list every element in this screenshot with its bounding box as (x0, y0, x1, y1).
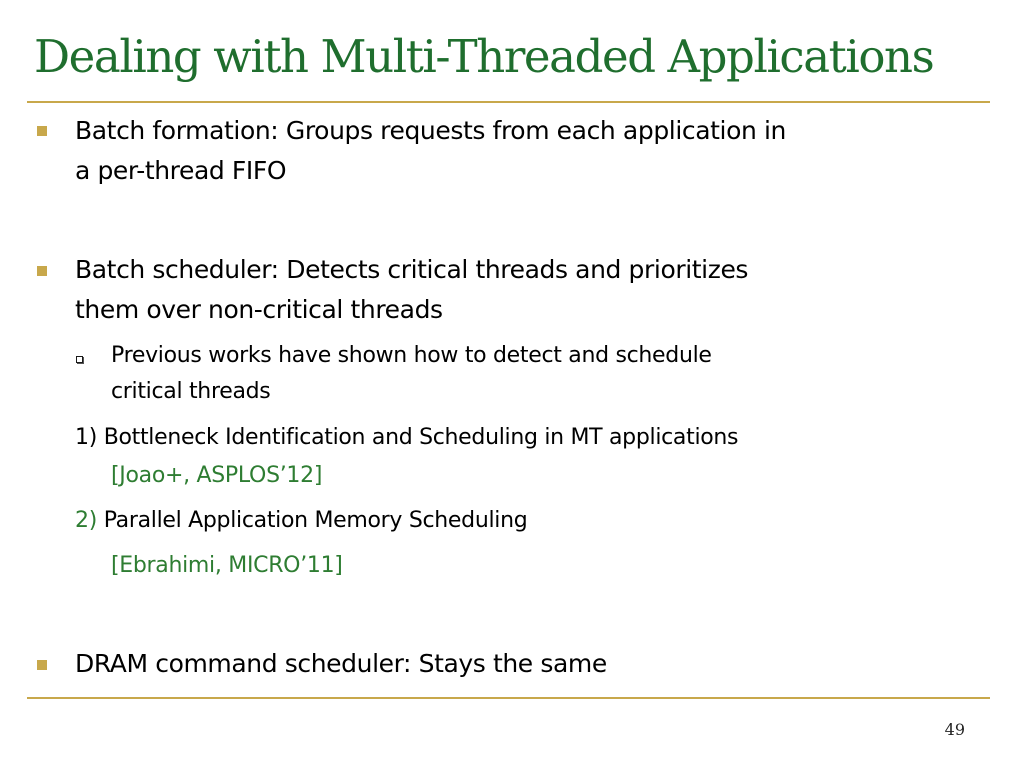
reference-1-number: 1) (75, 425, 97, 450)
reference-2-number: 2) (75, 508, 97, 533)
bullet-square-icon (37, 266, 47, 276)
slide-title: Dealing with Multi-Threaded Applications (34, 30, 934, 83)
reference-1-text: Bottleneck Identification and Scheduling in MT applications (103, 425, 739, 450)
bullet-3-line-1: DRAM command scheduler: Stays the same (75, 649, 607, 678)
sub-bullet-line-2: critical threads (111, 379, 271, 404)
title-divider (27, 101, 990, 103)
bullet-1-line-1: Batch formation: Groups requests from each application in (75, 116, 786, 145)
footer-divider (27, 697, 990, 699)
reference-1 (75, 420, 738, 456)
page-number: 49 (944, 720, 965, 739)
reference-2-citation: [Ebrahimi, MICRO’11] (111, 553, 343, 578)
reference-2-text: Parallel Application Memory Scheduling (103, 508, 528, 533)
sub-bullet-square-icon (76, 356, 83, 363)
reference-1-citation: [Joao+, ASPLOS’12] (111, 463, 323, 488)
bullet-2-line-1: Batch scheduler: Detects critical threads and prioritizes (75, 255, 749, 284)
bullet-2-line-2: them over non-critical threads (75, 295, 443, 324)
reference-2 (75, 503, 527, 539)
bullet-1-line-2: a per-thread FIFO (75, 156, 287, 185)
sub-bullet-line-1: Previous works have shown how to detect and schedule (111, 343, 712, 368)
bullet-square-icon (37, 126, 47, 136)
bullet-square-icon (37, 660, 47, 670)
